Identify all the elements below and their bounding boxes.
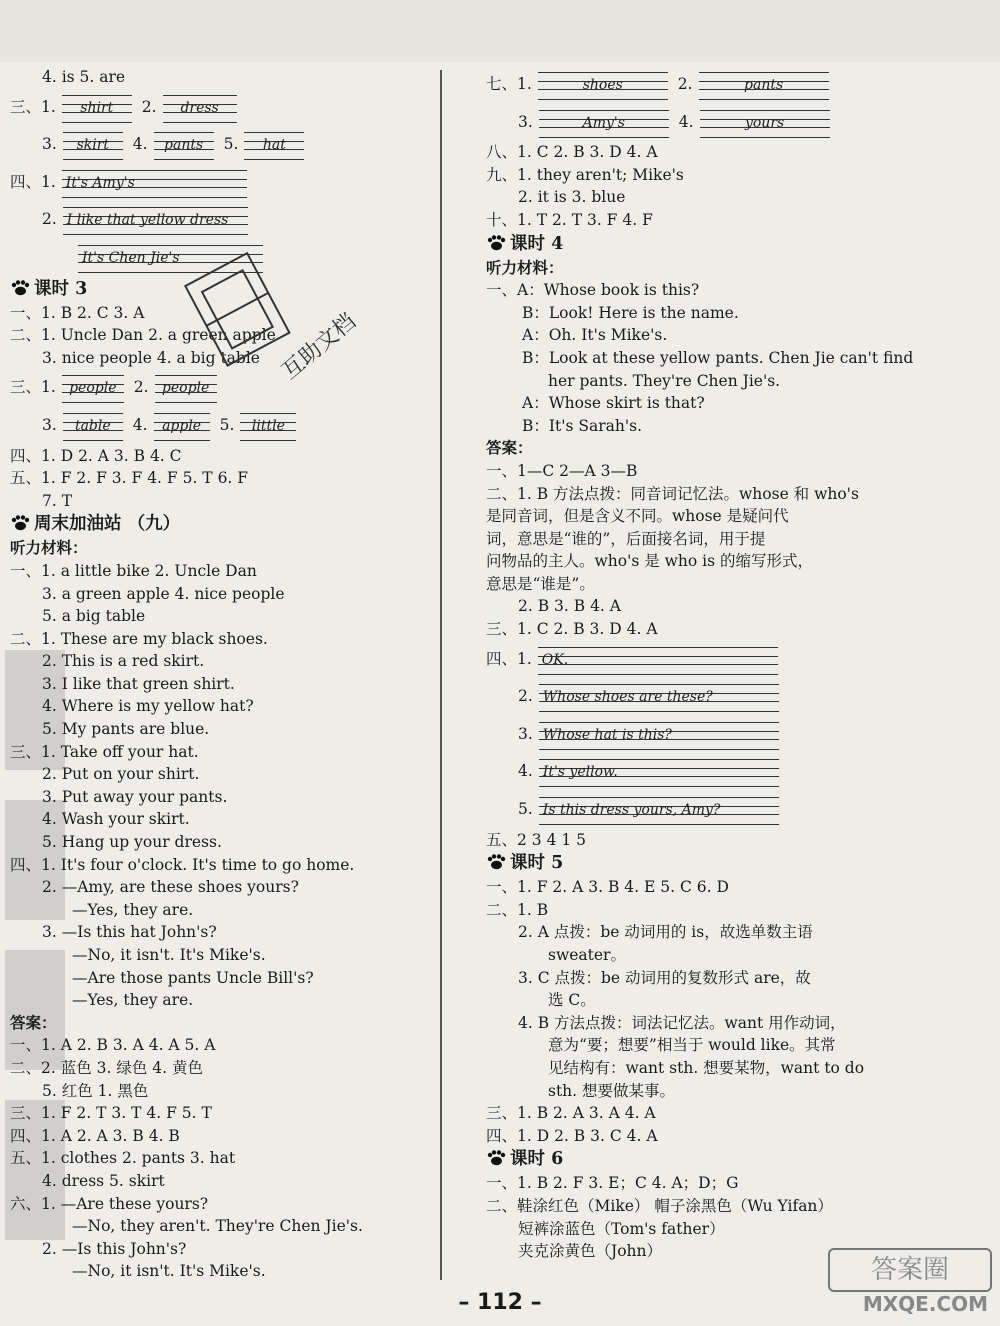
handwritten-answer: shirt <box>80 99 114 116</box>
fill-in-line <box>10 407 430 445</box>
section-title: 课时 5 <box>510 853 564 874</box>
handwritten-answer: Amy's <box>582 114 625 131</box>
answer-line: 5. My pants are blue. <box>42 720 210 739</box>
answer-line: 十、1. T 2. T 3. F 4. F <box>486 210 653 229</box>
handwritten-answer: Whose hat is this? <box>542 726 672 743</box>
handwritten-answer: dress <box>180 99 219 116</box>
answer-line: 五、1. clothes 2. pants 3. hat <box>10 1149 236 1168</box>
page-number: – 112 – <box>458 1290 542 1315</box>
answer-line: 一、1—C 2—A 3—B <box>486 461 638 480</box>
section-heading <box>486 851 986 876</box>
answer-line: B：It's Sarah's. <box>522 416 643 435</box>
answer-blank <box>700 108 830 138</box>
answer-line: 4. Wash your skirt. <box>42 810 190 829</box>
watermark-logo: 答案圈 <box>828 1248 992 1292</box>
handwritten-answer: It's Amy's <box>65 174 135 191</box>
handwritten-answer: pants <box>164 137 204 154</box>
answer-line: 二、1. B 方法点拨：同音词记忆法。whose 和 who's <box>486 484 859 503</box>
question-number: 3. <box>518 724 533 743</box>
answer-line: 3. Put away your pants. <box>42 787 228 806</box>
fill-in-line <box>486 66 986 104</box>
handwritten-answer: hat <box>262 137 286 154</box>
question-number: 2. <box>133 378 149 397</box>
stamp-text: 互助文档 <box>277 309 361 385</box>
answer-line: 四、1. D 2. B 3. C 4. A <box>486 1126 658 1145</box>
answer-line: A：Oh. It's Mike's. <box>522 326 668 345</box>
handwritten-answer: I like that yellow dress <box>66 212 229 229</box>
answer-line: 二、鞋涂红色（Mike） 帽子涂黑色（Wu Yifan） <box>486 1196 833 1215</box>
handwritten-answer: Is this dress yours, Amy? <box>542 802 721 819</box>
answer-line: 五、2 3 4 1 5 <box>486 830 587 849</box>
answer-line: 问物品的主人。who's 是 who is 的缩写形式， <box>486 552 813 571</box>
handwritten-answer: little <box>251 417 285 434</box>
answer-line: 选 C。 <box>548 991 596 1010</box>
question-number: 5. <box>219 415 235 434</box>
answer-line: B：Look! Here is the name. <box>522 303 739 322</box>
answer-line: 3. —Is this hat John's? <box>42 923 217 942</box>
answer-line: her pants. They're Chen Jie's. <box>548 371 781 390</box>
answer-line: 一、1. B 2. F 3. E；C 4. A；D；G <box>486 1174 739 1193</box>
subsection-label: 答案： <box>486 438 533 458</box>
question-number: 四、1. <box>486 649 532 668</box>
handwritten-answer: OK. <box>541 651 569 668</box>
question-number: 4. <box>678 112 694 131</box>
answer-line: 五、1. F 2. F 3. F 4. F 5. T 6. F <box>10 469 249 488</box>
column-divider <box>440 70 442 1280</box>
answer-blank <box>244 130 304 160</box>
answer-line: sweater。 <box>548 946 626 964</box>
answer-line: 三、1. F 2. T 3. T 4. F 5. T <box>10 1104 212 1123</box>
section-heading <box>10 277 430 302</box>
answer-blank <box>62 373 124 403</box>
fill-in-line <box>486 104 986 142</box>
answer-line: 一、1. F 2. A 3. B 4. E 5. C 6. D <box>486 878 729 897</box>
answer-line: —Yes, they are. <box>72 991 194 1010</box>
answer-line: 5. 红色 1. 黑色 <box>42 1081 149 1100</box>
answer-line: 四、1. It's four o'clock. It's time to go home. <box>10 855 355 874</box>
answer-line: sth. 想要做某事。 <box>548 1081 676 1100</box>
right-column <box>486 66 986 1263</box>
answer-line: 九、1. they aren't; Mike's <box>486 165 684 184</box>
handwritten-answer: apple <box>162 417 202 434</box>
section-heading <box>486 1147 986 1172</box>
writing-line <box>10 164 430 202</box>
handwritten-answer: people <box>69 380 117 397</box>
answer-line: 一、1. A 2. B 3. A 4. A 5. A <box>10 1036 216 1055</box>
handwritten-answer: It's yellow. <box>542 764 618 781</box>
question-number: 4. <box>132 415 148 434</box>
subsection-label: 答案： <box>10 1012 57 1032</box>
answer-line: 一、1. B 2. C 3. A <box>10 303 145 322</box>
answer-blank <box>539 757 779 787</box>
answer-blank <box>240 411 296 441</box>
question-number: 2. <box>518 687 533 706</box>
question-number: 七、1. <box>486 75 532 93</box>
answer-line: 2. —Is this John's? <box>42 1239 187 1258</box>
question-number: 三、1. <box>10 97 56 116</box>
writing-line <box>486 641 986 679</box>
answer-line: 六、1. —Are these yours? <box>10 1194 209 1213</box>
answer-line: 四、1. D 2. A 3. B 4. C <box>10 446 182 465</box>
paw-icon <box>486 1149 508 1165</box>
left-column <box>10 66 430 1283</box>
answer-line: 2. Put on your shirt. <box>42 765 200 784</box>
handwritten-answer: skirt <box>76 137 110 154</box>
answer-line: 三、1. C 2. B 3. D 4. A <box>486 620 658 639</box>
question-number: 3. <box>42 415 57 434</box>
section-title: 课时 6 <box>510 1149 564 1170</box>
answer-line: 是同音词，但是含义不同。whose 是疑问代 <box>486 507 789 526</box>
handwritten-answer: pants <box>744 77 784 93</box>
question-number: 4. <box>132 135 148 154</box>
answer-line: 词，意思是“谁的”，后面接名词，用于提 <box>486 529 766 548</box>
handwritten-answer: table <box>74 417 111 434</box>
section-title: 周末加油站 （九） <box>34 514 181 535</box>
question-number: 2. <box>42 210 57 229</box>
answer-line: 短裤涂蓝色（Tom's father） <box>518 1219 725 1238</box>
answer-line: 二、1. These are my black shoes. <box>10 629 268 648</box>
answer-line: 5. a big table <box>42 607 146 626</box>
answer-blank <box>539 795 779 825</box>
paw-icon <box>486 234 508 250</box>
answer-blank <box>155 373 217 403</box>
question-number: 三、1. <box>10 378 56 397</box>
answer-line: 3. a green apple 4. nice people <box>42 584 285 603</box>
handwritten-answer: people <box>161 380 210 397</box>
question-number: 3. <box>42 135 57 154</box>
answer-line: 4. Where is my yellow hat? <box>42 697 254 716</box>
section-title: 课时 4 <box>510 233 564 254</box>
subsection-label: 听力材料： <box>486 257 564 277</box>
writing-line <box>10 239 430 277</box>
writing-line <box>486 678 986 716</box>
answer-blank <box>154 411 210 441</box>
answer-line: 八、1. C 2. B 3. D 4. A <box>486 143 658 162</box>
answer-line: 三、1. B 2. A 3. A 4. A <box>486 1104 656 1123</box>
answer-line: 3. I like that green shirt. <box>42 674 235 693</box>
question-number: 2. <box>677 75 693 93</box>
page-header-strip <box>0 0 1000 62</box>
paw-icon <box>10 279 32 295</box>
answer-line: 二、2. 蓝色 3. 绿色 4. 黄色 <box>10 1058 204 1077</box>
answer-blank <box>63 205 248 235</box>
answer-line: 4. is 5. are <box>42 68 126 86</box>
handwritten-answer: shoes <box>582 77 623 93</box>
answer-line: 2. This is a red skirt. <box>42 652 205 671</box>
section-heading <box>486 232 986 257</box>
answer-line: 三、1. Take off your hat. <box>10 742 199 761</box>
handwritten-answer: yours <box>744 114 785 131</box>
answer-blank <box>62 93 132 123</box>
section-heading <box>10 512 430 537</box>
answer-line: 一、1. a little bike 2. Uncle Dan <box>10 561 257 580</box>
handwritten-answer: Whose shoes are these? <box>542 689 713 706</box>
answer-blank <box>62 168 247 198</box>
answer-line: 2. it is 3. blue <box>518 188 626 207</box>
answer-line: 意为“要；想要”相当于 would like。其常 <box>548 1036 836 1055</box>
answer-line: —Are those pants Uncle Bill's? <box>72 968 314 987</box>
answer-line: 四、1. A 2. A 3. B 4. B <box>10 1126 180 1145</box>
answer-line: 见结构有：want sth. 想要某物，want to do <box>548 1058 865 1077</box>
paw-icon <box>10 514 32 530</box>
answer-blank <box>154 130 214 160</box>
answer-line: 2. —Amy, are these shoes yours? <box>42 878 299 897</box>
answer-line: 5. Hang up your dress. <box>42 833 222 852</box>
writing-line <box>486 753 986 791</box>
question-number: 5. <box>223 135 239 154</box>
answer-blank <box>78 243 263 273</box>
section-title: 课时 3 <box>34 278 88 299</box>
paw-icon <box>486 853 508 869</box>
writing-line <box>486 791 986 829</box>
answer-line: B：Look at these yellow pants. Chen Jie can't find <box>522 348 914 367</box>
answer-line: 夹克涂黄色（John） <box>518 1242 663 1261</box>
question-number: 2. <box>141 97 157 116</box>
answer-blank <box>539 682 779 712</box>
answer-line: 3. C 点拨：be 动词用的复数形式 are，故 <box>518 968 811 987</box>
answer-line: 二、1. Uncle Dan 2. a green apple <box>10 326 276 345</box>
watermark-url: MXQE.COM <box>862 1292 988 1316</box>
answer-line: —No, they aren't. They're Chen Jie's. <box>72 1217 363 1236</box>
answer-line: 二、1. B <box>486 900 549 919</box>
answer-blank <box>539 720 779 750</box>
answer-line: —No, it isn't. It's Mike's. <box>72 1262 266 1281</box>
answer-line: A：Whose skirt is that? <box>522 394 705 413</box>
answer-line: 3. nice people 4. a big table <box>42 348 260 367</box>
answer-line: 4. dress 5. skirt <box>42 1171 165 1190</box>
answer-line: 意思是“谁是”。 <box>486 574 595 593</box>
answer-line: —No, it isn't. It's Mike's. <box>72 946 266 964</box>
answer-blank <box>539 108 669 138</box>
subsection-label: 听力材料： <box>10 538 88 558</box>
answer-blank <box>163 93 237 123</box>
answer-blank <box>538 645 778 675</box>
writing-line <box>10 201 430 239</box>
answer-line: 4. B 方法点拨：词法记忆法。want 用作动词， <box>518 1013 846 1032</box>
question-number: 3. <box>518 112 533 131</box>
writing-line <box>486 716 986 754</box>
answer-blank <box>63 411 123 441</box>
answer-line: 一、A：Whose book is this? <box>486 281 700 300</box>
question-number: 四、1. <box>10 172 56 191</box>
handwritten-answer: It's Chen Jie's <box>82 249 180 266</box>
answer-line: 2. B 3. B 4. A <box>518 597 621 616</box>
fill-in-line <box>10 369 430 407</box>
answer-blank <box>699 70 829 100</box>
fill-in-line <box>10 126 430 164</box>
answer-line: —Yes, they are. <box>72 900 194 919</box>
answer-line: 2. A 点拨：be 动词用的 is，故选单数主语 <box>518 923 813 942</box>
question-number: 4. <box>518 762 533 781</box>
site-watermark <box>822 1248 992 1318</box>
answer-blank <box>538 70 668 100</box>
fill-in-line <box>10 89 430 127</box>
answer-line: 7. T <box>42 491 73 510</box>
answer-blank <box>63 130 123 160</box>
question-number: 5. <box>518 800 533 819</box>
